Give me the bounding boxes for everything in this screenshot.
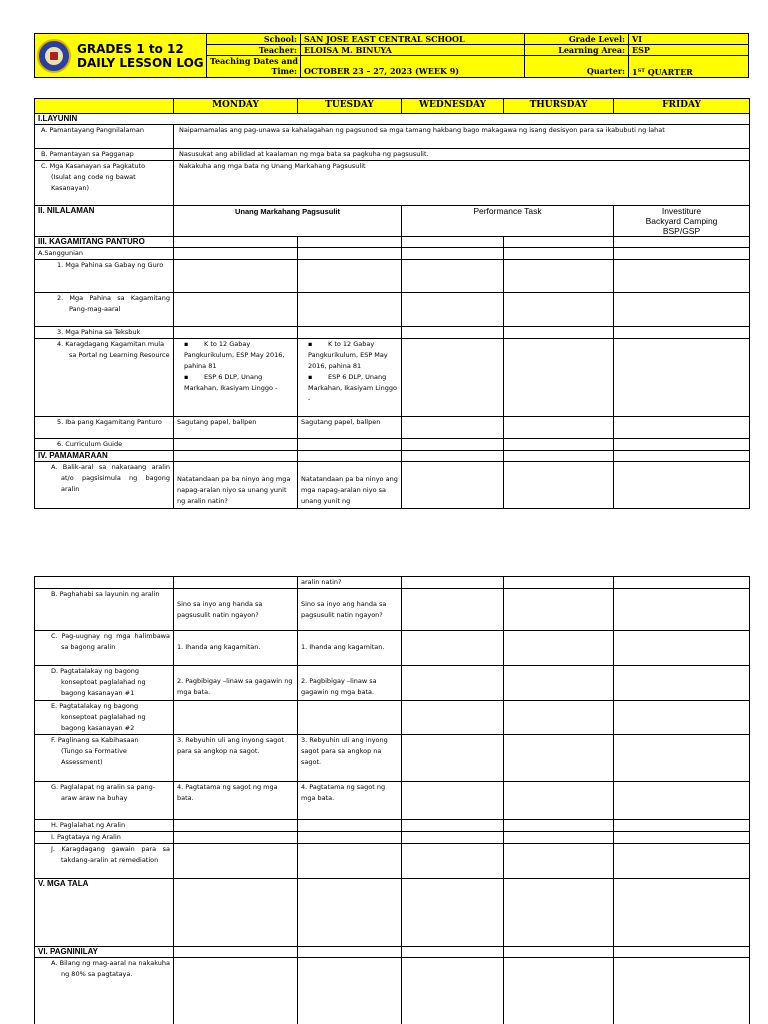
pamamaraan-row <box>35 451 750 462</box>
gabay-guro-label: 1. Mga Pahina sa Gabay ng Guro <box>35 260 174 293</box>
bilang-mag-aaral-row <box>35 958 750 1024</box>
dates-spacer <box>301 56 525 66</box>
paglinang-tuesday: 3. Rebyuhin uli ang inyong sagot para sa angkop na sagot. <box>298 735 402 782</box>
cell <box>298 248 402 260</box>
cell <box>614 339 750 417</box>
cell <box>614 451 750 462</box>
cell <box>614 248 750 260</box>
school-value: SAN JOSE EAST CENTRAL SCHOOL <box>301 34 525 45</box>
kasanayan-note: (Isulat ang code ng bawat Kasanayan) <box>51 173 136 192</box>
learning-area-label: Learning Area: <box>525 45 629 56</box>
curriculum-guide-label: 6. Curriculum Guide <box>35 439 174 451</box>
lesson-table-page-1 <box>34 98 750 509</box>
portal-tuesday <box>298 339 402 417</box>
kagamitang-pang-mag-aaral-row <box>35 293 750 327</box>
cell <box>614 735 750 782</box>
cell <box>174 577 298 589</box>
cell <box>614 879 750 947</box>
cell <box>504 879 614 947</box>
layunin-c-row <box>35 161 750 206</box>
document-title <box>77 42 204 70</box>
balik-aral-row <box>35 462 750 509</box>
paghahabi-tuesday: Sino sa inyo ang handa sa pagsusulit natin ngayon? <box>298 589 402 631</box>
paghahabi-label: B. Paghahabi sa layunin ng aralin <box>35 589 174 631</box>
cell <box>504 589 614 631</box>
pamantayang-pangnilalaman-label: A. Pamantayang Pangnilalaman <box>35 125 174 149</box>
paglinang-label <box>35 735 174 782</box>
cell <box>504 462 614 509</box>
cell <box>298 439 402 451</box>
cell <box>614 947 750 958</box>
kasanayan-pagkatuto-label <box>35 161 174 206</box>
cell <box>174 701 298 735</box>
teksbuk-label: 3. Mga Pahina sa Teksbuk <box>35 327 174 339</box>
quarter-number: 1 <box>632 67 638 77</box>
pagtatalakay-1-row <box>35 666 750 701</box>
cell <box>174 947 298 958</box>
cell <box>402 589 504 631</box>
balik-aral-continued-row <box>35 577 750 589</box>
balik-aral-tuesday: Natatandaan pa ba ninyo ang mga napag-aralan niyo sa unang yunit ng <box>298 462 402 509</box>
cell <box>174 844 298 879</box>
cell <box>174 248 298 260</box>
sanggunian-label: A.Sanggunian <box>35 248 174 260</box>
cell <box>402 327 504 339</box>
paglinang-label-text: F. Paglinang sa Kabihasaan <box>51 736 139 744</box>
quarter-spacer-2 <box>629 56 748 66</box>
monday-resource-2: ▪ ESP 6 DLP, Unang Markahan, Ikasiyam Linggo - <box>184 372 294 394</box>
cell <box>614 820 750 832</box>
pagtatalakay-1-tuesday: 2. Pagbibigay –linaw sa gagawin ng mga bata. <box>298 666 402 701</box>
cell <box>402 417 504 439</box>
cell <box>614 439 750 451</box>
nilalaman-friday <box>614 206 750 237</box>
pagtataya-row <box>35 832 750 844</box>
cell <box>504 820 614 832</box>
deped-seal-icon <box>37 39 71 73</box>
cell <box>402 958 504 1024</box>
cell <box>614 832 750 844</box>
cell <box>402 260 504 293</box>
title-line-1: GRADES 1 to 12 <box>77 41 184 56</box>
cell <box>298 260 402 293</box>
cell <box>614 293 750 327</box>
quarter-text: QUARTER <box>644 67 693 77</box>
day-thursday: THURSDAY <box>504 99 614 114</box>
cell <box>402 832 504 844</box>
quarter-spacer <box>525 56 629 66</box>
pagtataya-label: I. Pagtataya ng Aralin <box>35 832 174 844</box>
cell <box>504 339 614 417</box>
cell <box>614 958 750 1024</box>
pag-uugnay-label: C. Pag-uugnay ng mga halimbawa sa bagong aralin <box>35 631 174 666</box>
sanggunian-row <box>35 248 750 260</box>
cell <box>298 879 402 947</box>
cell <box>402 879 504 947</box>
paglalapat-row <box>35 782 750 820</box>
pagtatalakay-2-label: E. Pagtatalakay ng bagong konseptoat paglalahad ng bagong kasanayan #2 <box>35 701 174 735</box>
learning-area-value: ESP <box>629 45 748 56</box>
quarter-label: Quarter: <box>525 66 629 77</box>
kasanayan-pagkatuto-value: Nakakuha ang mga bata ng Unang Markahang Pagsusulit <box>174 161 750 206</box>
cell <box>174 237 298 248</box>
cell <box>402 631 504 666</box>
teksbuk-row <box>35 327 750 339</box>
cell <box>614 260 750 293</box>
day-wednesday: WEDNESDAY <box>402 99 504 114</box>
nilalaman-wed-thu: Performance Task <box>402 206 614 237</box>
cell <box>402 666 504 701</box>
balik-aral-monday: Natatandaan pa ba ninyo ang mga napag-aralan niyo sa unang yunit ng aralin natin? <box>174 462 298 509</box>
cell <box>504 451 614 462</box>
friday-bsp-gsp: BSP/GSP <box>662 226 701 236</box>
paglalahat-row <box>35 820 750 832</box>
kasanayan-label-text: C. Mga Kasanayan sa Pagkatuto <box>41 162 146 170</box>
pamantayan-pagganap-label: B. Pamantayan sa Pagganap <box>35 149 174 161</box>
cell <box>298 820 402 832</box>
cell <box>402 293 504 327</box>
cell <box>614 666 750 701</box>
cell <box>614 327 750 339</box>
paglalapat-label: G. Paglalapat ng aralin sa pang-araw araw na buhay <box>35 782 174 820</box>
cell <box>298 293 402 327</box>
layunin-row <box>35 114 750 125</box>
cell <box>504 947 614 958</box>
section-layunin: I.LAYUNIN <box>35 114 750 125</box>
section-nilalaman: II. NILALAMAN <box>35 206 174 237</box>
nilalaman-mon-tue: Unang Markahang Pagsusulit <box>174 206 402 237</box>
layunin-b-row <box>35 149 750 161</box>
cell <box>174 260 298 293</box>
pamantayan-pagganap-value: Nasusukat ang abilidad at kaalaman ng mga bata sa pagkuha ng pagsusulit. <box>174 149 750 161</box>
cell <box>402 782 504 820</box>
iba-pang-kagamitan-monday: Sagutang papel, ballpen <box>174 417 298 439</box>
day-tuesday: TUESDAY <box>298 99 402 114</box>
cell <box>298 844 402 879</box>
cell <box>298 947 402 958</box>
cell <box>35 577 174 589</box>
cell <box>402 701 504 735</box>
friday-investiture: Investiture <box>661 206 702 216</box>
cell <box>504 701 614 735</box>
cell <box>402 820 504 832</box>
layunin-a-row <box>35 125 750 149</box>
cell <box>504 417 614 439</box>
day-header-row <box>35 99 750 114</box>
cell <box>614 417 750 439</box>
section-kagamitan: III. KAGAMITANG PANTURO <box>35 237 174 248</box>
day-monday: MONDAY <box>174 99 298 114</box>
cell <box>298 958 402 1024</box>
paglinang-monday: 3. Rebyuhin uli ang inyong sagot para sa angkop na sagot. <box>174 735 298 782</box>
cell <box>402 237 504 248</box>
portal-learning-resource-row <box>35 339 750 417</box>
pagtatalakay-1-label: D. Pagtatalakay ng bagong konseptoat paglalahad ng bagong kasanayan #1 <box>35 666 174 701</box>
paglinang-row <box>35 735 750 782</box>
cell <box>614 844 750 879</box>
header-block <box>34 33 749 78</box>
iba-pang-kagamitan-row <box>35 417 750 439</box>
day-friday: FRIDAY <box>614 99 750 114</box>
cell <box>504 735 614 782</box>
cell <box>174 451 298 462</box>
friday-backyard-camping: Backyard Camping <box>645 216 718 226</box>
karagdagang-gawain-label: J. Karagdagang gawain para sa takdang-aralin at remediation <box>35 844 174 879</box>
cell <box>504 327 614 339</box>
balik-aral-label: A. Balik-aral sa nakaraang aralin at/o pagsisimula ng bagong aralin <box>35 462 174 509</box>
cell <box>174 958 298 1024</box>
cell <box>298 451 402 462</box>
paghahabi-row <box>35 589 750 631</box>
header-logo-cell <box>35 34 207 77</box>
cell <box>402 462 504 509</box>
cell <box>298 327 402 339</box>
dates-label-line2: Time: <box>207 66 301 77</box>
teacher-value: ELOISA M. BINUYA <box>301 45 525 56</box>
cell <box>174 327 298 339</box>
cell <box>614 589 750 631</box>
cell <box>298 832 402 844</box>
paghahabi-monday: Sino sa inyo ang handa sa pagsusulit natin ngayon? <box>174 589 298 631</box>
cell <box>614 631 750 666</box>
cell <box>402 577 504 589</box>
pamantayang-pangnilalaman-value: Naipamamalas ang pag-unawa sa kahalagahan ng pagsunod sa mga tamang hakbang bago makagawa ng isang desisyon para sa ikabubuti ng lahat <box>174 125 750 149</box>
cell <box>402 735 504 782</box>
cell <box>174 293 298 327</box>
monday-resource-1: ▪ K to 12 Gabay Pangkurikulum, ESP May 2016, pahina 81 <box>184 339 294 372</box>
bilang-mag-aaral-label: A. Bilang ng mag-aaral na nakakuha ng 80% sa pagtataya. <box>35 958 174 1024</box>
cell <box>174 879 298 947</box>
pag-uugnay-row <box>35 631 750 666</box>
quarter-ordinal: ST <box>637 68 645 74</box>
pagtatalakay-1-monday: 2. Pagbibigay –linaw sa gagawin ng mga bata. <box>174 666 298 701</box>
cell <box>402 439 504 451</box>
balik-aral-tuesday-continued: aralin natin? <box>298 577 402 589</box>
title-line-2: DAILY LESSON LOG <box>77 55 204 70</box>
cell <box>298 237 402 248</box>
cell <box>402 248 504 260</box>
cell <box>504 844 614 879</box>
grade-level-label: Grade Level: <box>525 34 629 45</box>
nilalaman-row <box>35 206 750 237</box>
cell <box>614 237 750 248</box>
curriculum-guide-row <box>35 439 750 451</box>
paglinang-note: (Tungo sa Formative Assessment) <box>61 747 127 766</box>
pagtatalakay-2-row <box>35 701 750 735</box>
cell <box>504 237 614 248</box>
cell <box>504 248 614 260</box>
kagamitan-row <box>35 237 750 248</box>
mga-tala-row <box>35 879 750 947</box>
paglalapat-monday: 4. Pagtatama ng sagot ng mga bata. <box>174 782 298 820</box>
cell <box>298 701 402 735</box>
quarter-value <box>629 66 748 77</box>
cell <box>402 844 504 879</box>
cell <box>174 439 298 451</box>
cell <box>614 462 750 509</box>
dates-label-line1: Teaching Dates and <box>207 56 301 66</box>
tuesday-resource-2: ▪ ESP 6 DLP, Unang Markahan, Ikasiyam Linggo - <box>308 372 398 405</box>
cell <box>614 782 750 820</box>
cell <box>614 577 750 589</box>
school-label: School: <box>207 34 301 45</box>
header-info-grid <box>207 34 748 77</box>
cell <box>504 577 614 589</box>
karagdagang-gawain-row <box>35 844 750 879</box>
portal-monday <box>174 339 298 417</box>
section-mga-tala: V. MGA TALA <box>35 879 174 947</box>
iba-pang-kagamitan-tuesday: Sagutang papel, ballpen <box>298 417 402 439</box>
tuesday-resource-1: ▪ K to 12 Gabay Pangkurikulum, ESP May 2016, pahina 81 <box>308 339 398 372</box>
iba-pang-kagamitan-label: 5. Iba pang Kagamitang Panturo <box>35 417 174 439</box>
lesson-table-page-2 <box>34 576 750 1024</box>
cell <box>402 451 504 462</box>
cell <box>504 631 614 666</box>
cell <box>504 293 614 327</box>
grade-level-value: VI <box>629 34 748 45</box>
cell <box>174 832 298 844</box>
paglalapat-tuesday: 4. Pagtatama ng sagot ng mga bata. <box>298 782 402 820</box>
pagninilay-row <box>35 947 750 958</box>
pag-uugnay-tuesday: 1. Ihanda ang kagamitan. <box>298 631 402 666</box>
teaching-dates-value: OCTOBER 23 – 27, 2023 (WEEK 9) <box>301 66 525 77</box>
gabay-guro-row <box>35 260 750 293</box>
teacher-label: Teacher: <box>207 45 301 56</box>
cell <box>504 958 614 1024</box>
day-header-blank <box>35 99 174 114</box>
cell <box>504 782 614 820</box>
cell <box>504 666 614 701</box>
cell <box>174 820 298 832</box>
pag-uugnay-monday: 1. Ihanda ang kagamitan. <box>174 631 298 666</box>
cell <box>614 701 750 735</box>
cell <box>402 339 504 417</box>
portal-learning-resource-label: 4. Karagdagang Kagamitan mula sa Portal ng Learning Resource <box>35 339 174 417</box>
cell <box>504 260 614 293</box>
cell <box>504 832 614 844</box>
paglalahat-label: H. Paglalahat ng Aralin <box>35 820 174 832</box>
cell <box>504 439 614 451</box>
section-pagninilay: VI. PAGNINILAY <box>35 947 174 958</box>
section-pamamaraan: IV. PAMAMARAAN <box>35 451 174 462</box>
kagamitang-pang-mag-aaral-label: 2. Mga Pahina sa Kagamitang Pang-mag-aaral <box>35 293 174 327</box>
cell <box>402 947 504 958</box>
